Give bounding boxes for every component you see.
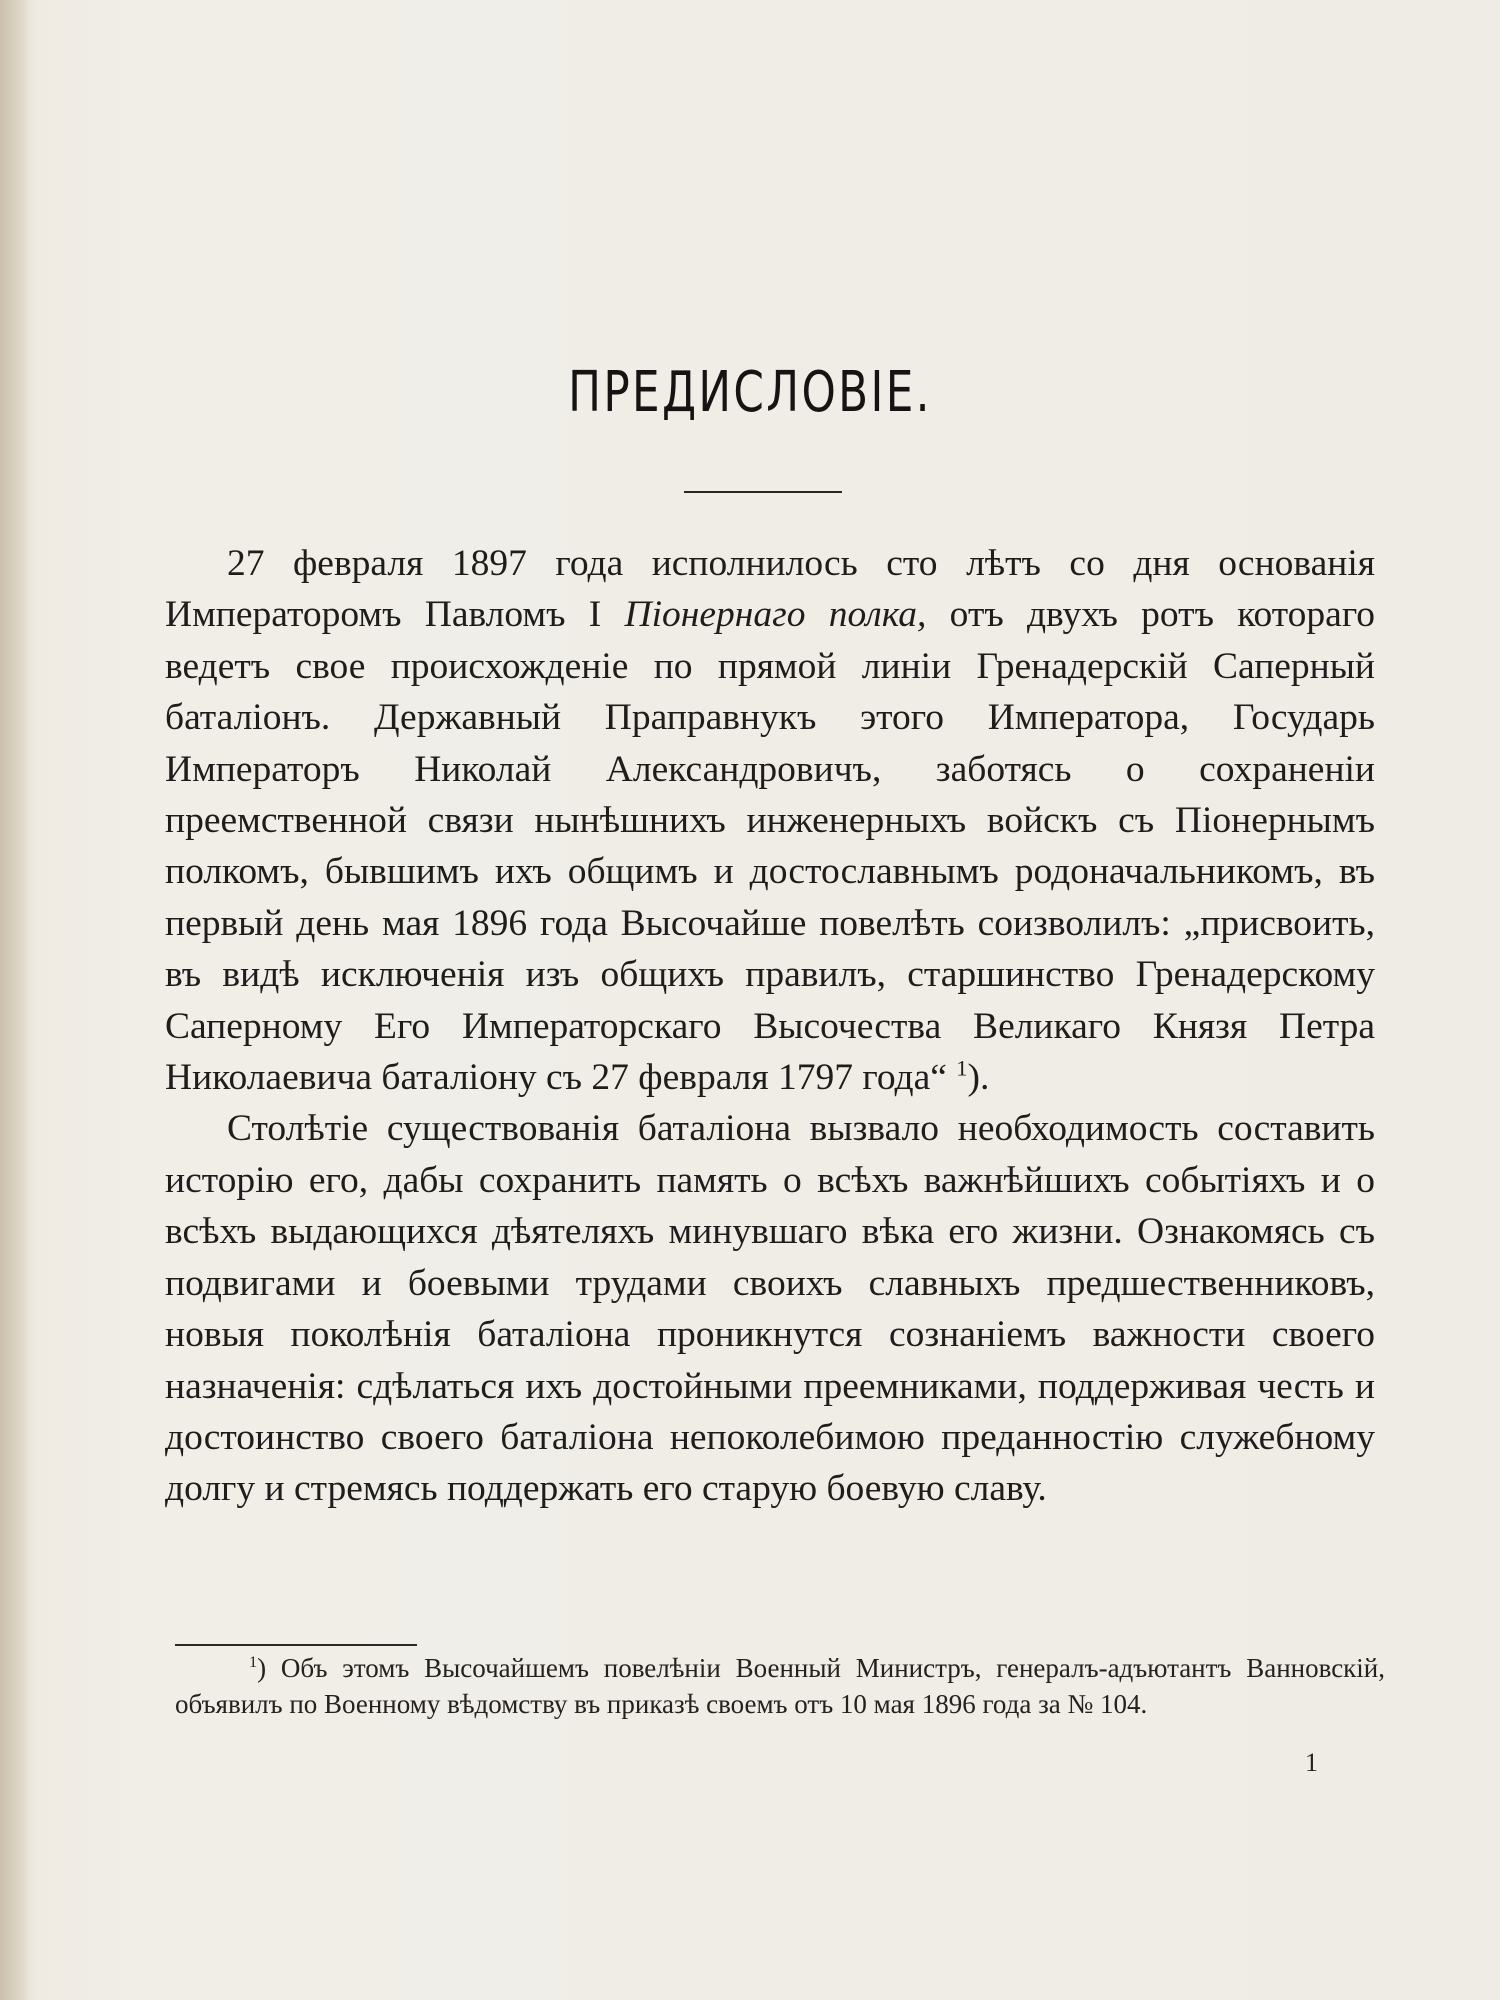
paragraph-1-end: ). (967, 1057, 990, 1099)
footnote-reference: 1 (956, 1055, 968, 1081)
page-heading: ПРЕДИСЛОВІЕ. (568, 360, 932, 425)
footnote (175, 1650, 1385, 1722)
body-text (165, 538, 1375, 1515)
footnote-text: Объ этомъ Высочайшемъ повелѣніи Военный Министръ, генералъ-адъютантъ Ванновскій, объявилъ по Военному вѣдомству въ приказѣ своемъ отъ 10 мая 1896 года за № 104. (175, 1653, 1385, 1719)
paragraph-1-main: отъ двухъ ротъ котораго ведетъ свое происхожденіе по прямой линіи Гренадерскій Саперный баталіонъ. Державный Праправнукъ этого Императора, Государь Императоръ Николай Александровичъ, заботясь о сохраненіи преемственной связи нынѣшнихъ инженерныхъ войскъ съ Піонернымъ полкомъ, бывшимъ ихъ общимъ и достославнымъ родоначальникомъ, въ первый день мая 1896 года Высочайше повелѣть соизволилъ: „присвоить, въ видѣ исключенія изъ общихъ правилъ, старшинство Гренадерскому Саперному Его Императорскаго Высочества Великаго Князя Петра Николаевича баталіону съ 27 февраля 1797 года“ (165, 594, 1376, 1099)
footnote-marker: 1 (249, 1653, 258, 1671)
heading-divider (684, 491, 842, 493)
page-number: 1 (1305, 1748, 1318, 1777)
footnote-divider (175, 1644, 417, 1646)
regiment-name-italic: Піонернаго полка, (624, 594, 927, 636)
paragraph-2: Столѣтіе существованія баталіона вызвало необходимость составить исторію его, дабы сохранить память о всѣхъ важнѣйшихъ событіяхъ и о всѣхъ выдающихся дѣятеляхъ минувшаго вѣка его жизни. Ознакомясь съ подвигами и боевыми трудами своихъ славныхъ предшественниковъ, новыя поколѣнія баталіона проникнутся сознаніемъ важности своего назначенія: сдѣлаться ихъ достойными преемниками, поддерживая честь и достоинство своего баталіона непоколебимою преданностію служебному долгу и стремясь поддержать его старую боевую славу. (165, 1108, 1375, 1510)
footnote-marker-close: ) (257, 1653, 267, 1683)
paragraph-1 (165, 538, 1375, 1103)
paragraph-1-start: 27 февраля 1897 года исполнилось сто лѣтъ со дня основанія Императоромъ Павломъ I (165, 543, 1375, 636)
